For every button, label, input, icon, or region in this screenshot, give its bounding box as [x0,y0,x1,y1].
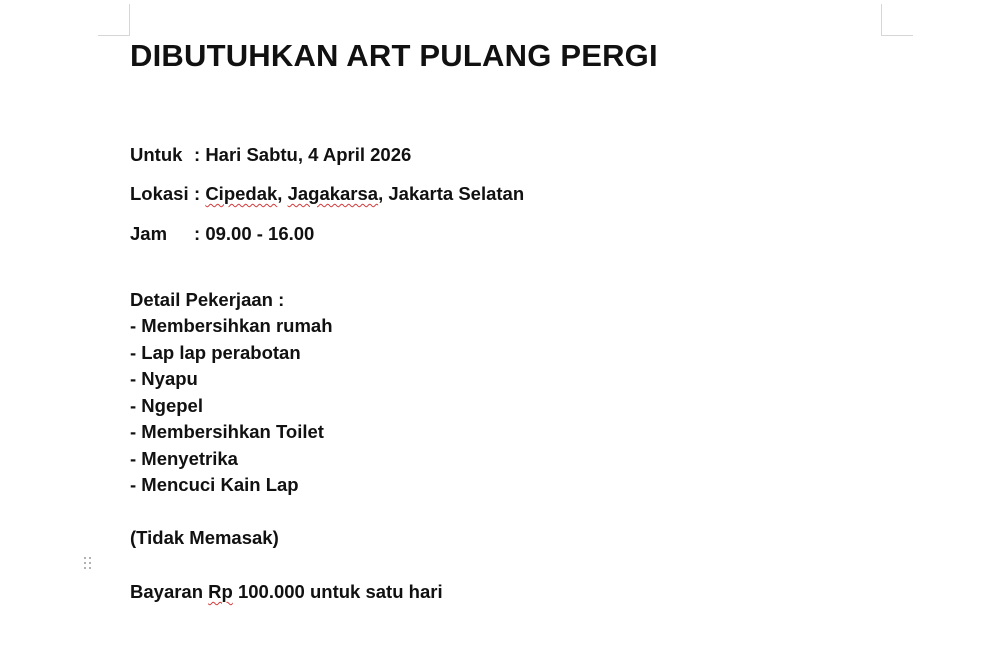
payment-line [130,580,443,604]
field-value: Hari Sabtu, 4 April 2026 [205,144,412,165]
field-label: Untuk [130,144,183,165]
field-value: 09.00 - 16.00 [205,223,315,244]
top-left-margin-mark [98,4,130,36]
task-item: - Membersihkan rumah [130,315,333,336]
field-label: Lokasi [130,183,189,204]
field-untuk [130,143,411,167]
payment-amount: 100.000 untuk satu hari [232,581,443,602]
field-separator: : [194,144,206,165]
field-value-text: , [277,183,288,204]
task-item: - Mencuci Kain Lap [130,474,299,495]
payment-prefix: Bayaran [130,581,209,602]
document-title: DIBUTUHKAN ART PULANG PERGI [130,38,658,73]
task-item: - Nyapu [130,368,198,389]
task-item: - Lap lap perabotan [130,342,301,363]
task-item: - Ngepel [130,395,203,416]
field-value-text: , Jakarta Selatan [378,183,525,204]
task-item: - Menyetrika [130,448,238,469]
field-lokasi [130,182,524,206]
detail-heading: Detail Pekerjaan : [130,289,285,310]
top-right-margin-mark [881,4,913,36]
field-label: Jam [130,223,168,244]
misspelled-word[interactable]: Jagakarsa [287,183,379,204]
misspelled-word[interactable]: Cipedak [205,183,278,204]
field-separator: : [194,223,206,244]
misspelled-word[interactable]: Rp [208,581,233,602]
note-text: (Tidak Memasak) [130,527,279,548]
field-jam [130,222,314,246]
field-separator: : [194,183,206,204]
paragraph-drag-handle-icon[interactable] [84,557,92,571]
task-item: - Membersihkan Toilet [130,421,324,442]
